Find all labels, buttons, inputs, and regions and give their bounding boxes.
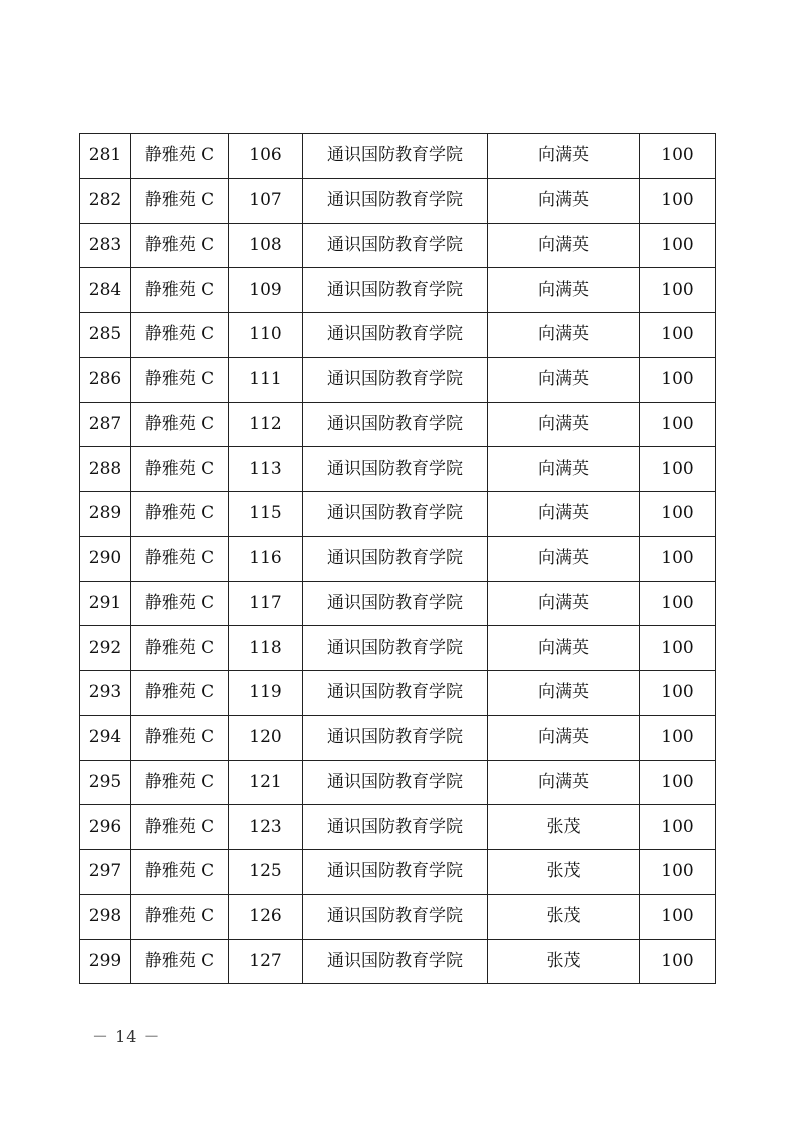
serial-number-cell: 290 bbox=[80, 536, 131, 581]
room-number-cell: 113 bbox=[229, 447, 303, 492]
college-cell: 通识国防教育学院 bbox=[303, 805, 488, 850]
counselor-cell: 向满英 bbox=[488, 492, 640, 537]
room-number-cell: 111 bbox=[229, 357, 303, 402]
college-cell: 通识国防教育学院 bbox=[303, 581, 488, 626]
table-row bbox=[80, 671, 716, 716]
table-row bbox=[80, 134, 716, 179]
score-cell: 100 bbox=[640, 402, 716, 447]
serial-number-cell: 282 bbox=[80, 178, 131, 223]
room-number-cell: 117 bbox=[229, 581, 303, 626]
score-cell: 100 bbox=[640, 939, 716, 984]
serial-number-cell: 296 bbox=[80, 805, 131, 850]
college-cell: 通识国防教育学院 bbox=[303, 223, 488, 268]
table-row bbox=[80, 581, 716, 626]
score-cell: 100 bbox=[640, 313, 716, 358]
building-cell: 静雅苑 C bbox=[131, 447, 229, 492]
counselor-cell: 向满英 bbox=[488, 715, 640, 760]
college-cell: 通识国防教育学院 bbox=[303, 850, 488, 895]
room-number-cell: 127 bbox=[229, 939, 303, 984]
score-cell: 100 bbox=[640, 805, 716, 850]
serial-number-cell: 299 bbox=[80, 939, 131, 984]
table-row bbox=[80, 536, 716, 581]
serial-number-cell: 292 bbox=[80, 626, 131, 671]
room-number-cell: 120 bbox=[229, 715, 303, 760]
building-cell: 静雅苑 C bbox=[131, 715, 229, 760]
serial-number-cell: 291 bbox=[80, 581, 131, 626]
counselor-cell: 向满英 bbox=[488, 760, 640, 805]
building-cell: 静雅苑 C bbox=[131, 492, 229, 537]
score-cell: 100 bbox=[640, 178, 716, 223]
score-cell: 100 bbox=[640, 536, 716, 581]
building-cell: 静雅苑 C bbox=[131, 313, 229, 358]
table-row bbox=[80, 939, 716, 984]
room-number-cell: 110 bbox=[229, 313, 303, 358]
table-row bbox=[80, 357, 716, 402]
serial-number-cell: 298 bbox=[80, 894, 131, 939]
score-cell: 100 bbox=[640, 715, 716, 760]
college-cell: 通识国防教育学院 bbox=[303, 492, 488, 537]
counselor-cell: 向满英 bbox=[488, 581, 640, 626]
counselor-cell: 向满英 bbox=[488, 178, 640, 223]
building-cell: 静雅苑 C bbox=[131, 939, 229, 984]
score-cell: 100 bbox=[640, 268, 716, 313]
college-cell: 通识国防教育学院 bbox=[303, 402, 488, 447]
table-row bbox=[80, 313, 716, 358]
college-cell: 通识国防教育学院 bbox=[303, 894, 488, 939]
table-row bbox=[80, 715, 716, 760]
table-row bbox=[80, 894, 716, 939]
serial-number-cell: 288 bbox=[80, 447, 131, 492]
room-number-cell: 121 bbox=[229, 760, 303, 805]
college-cell: 通识国防教育学院 bbox=[303, 760, 488, 805]
room-number-cell: 107 bbox=[229, 178, 303, 223]
table-row bbox=[80, 268, 716, 313]
score-cell: 100 bbox=[640, 357, 716, 402]
table-body bbox=[80, 134, 716, 984]
room-number-cell: 112 bbox=[229, 402, 303, 447]
counselor-cell: 向满英 bbox=[488, 357, 640, 402]
college-cell: 通识国防教育学院 bbox=[303, 178, 488, 223]
room-number-cell: 115 bbox=[229, 492, 303, 537]
counselor-cell: 向满英 bbox=[488, 313, 640, 358]
building-cell: 静雅苑 C bbox=[131, 223, 229, 268]
counselor-cell: 向满英 bbox=[488, 671, 640, 716]
serial-number-cell: 297 bbox=[80, 850, 131, 895]
score-cell: 100 bbox=[640, 850, 716, 895]
serial-number-cell: 286 bbox=[80, 357, 131, 402]
serial-number-cell: 295 bbox=[80, 760, 131, 805]
college-cell: 通识国防教育学院 bbox=[303, 268, 488, 313]
serial-number-cell: 285 bbox=[80, 313, 131, 358]
score-cell: 100 bbox=[640, 492, 716, 537]
serial-number-cell: 283 bbox=[80, 223, 131, 268]
room-number-cell: 109 bbox=[229, 268, 303, 313]
serial-number-cell: 294 bbox=[80, 715, 131, 760]
counselor-cell: 向满英 bbox=[488, 268, 640, 313]
serial-number-cell: 287 bbox=[80, 402, 131, 447]
counselor-cell: 向满英 bbox=[488, 626, 640, 671]
room-number-cell: 119 bbox=[229, 671, 303, 716]
score-cell: 100 bbox=[640, 894, 716, 939]
college-cell: 通识国防教育学院 bbox=[303, 939, 488, 984]
score-cell: 100 bbox=[640, 581, 716, 626]
counselor-cell: 向满英 bbox=[488, 447, 640, 492]
building-cell: 静雅苑 C bbox=[131, 671, 229, 716]
college-cell: 通识国防教育学院 bbox=[303, 134, 488, 179]
serial-number-cell: 281 bbox=[80, 134, 131, 179]
table-row bbox=[80, 805, 716, 850]
building-cell: 静雅苑 C bbox=[131, 134, 229, 179]
score-cell: 100 bbox=[640, 223, 716, 268]
table-row bbox=[80, 402, 716, 447]
counselor-cell: 张茂 bbox=[488, 805, 640, 850]
building-cell: 静雅苑 C bbox=[131, 357, 229, 402]
building-cell: 静雅苑 C bbox=[131, 626, 229, 671]
college-cell: 通识国防教育学院 bbox=[303, 313, 488, 358]
room-number-cell: 118 bbox=[229, 626, 303, 671]
counselor-cell: 向满英 bbox=[488, 134, 640, 179]
building-cell: 静雅苑 C bbox=[131, 402, 229, 447]
counselor-cell: 张茂 bbox=[488, 894, 640, 939]
building-cell: 静雅苑 C bbox=[131, 536, 229, 581]
counselor-cell: 张茂 bbox=[488, 939, 640, 984]
counselor-cell: 张茂 bbox=[488, 850, 640, 895]
serial-number-cell: 284 bbox=[80, 268, 131, 313]
college-cell: 通识国防教育学院 bbox=[303, 447, 488, 492]
score-cell: 100 bbox=[640, 671, 716, 716]
college-cell: 通识国防教育学院 bbox=[303, 626, 488, 671]
table-row bbox=[80, 178, 716, 223]
building-cell: 静雅苑 C bbox=[131, 581, 229, 626]
room-number-cell: 125 bbox=[229, 850, 303, 895]
serial-number-cell: 289 bbox=[80, 492, 131, 537]
score-cell: 100 bbox=[640, 447, 716, 492]
score-cell: 100 bbox=[640, 134, 716, 179]
college-cell: 通识国防教育学院 bbox=[303, 671, 488, 716]
building-cell: 静雅苑 C bbox=[131, 268, 229, 313]
room-number-cell: 116 bbox=[229, 536, 303, 581]
table-row bbox=[80, 223, 716, 268]
table-row bbox=[80, 760, 716, 805]
serial-number-cell: 293 bbox=[80, 671, 131, 716]
table-row bbox=[80, 626, 716, 671]
building-cell: 静雅苑 C bbox=[131, 178, 229, 223]
table-row bbox=[80, 447, 716, 492]
counselor-cell: 向满英 bbox=[488, 536, 640, 581]
college-cell: 通识国防教育学院 bbox=[303, 715, 488, 760]
page-number: － 14 － bbox=[92, 1027, 161, 1046]
building-cell: 静雅苑 C bbox=[131, 760, 229, 805]
score-cell: 100 bbox=[640, 760, 716, 805]
room-number-cell: 106 bbox=[229, 134, 303, 179]
table-row bbox=[80, 492, 716, 537]
counselor-cell: 向满英 bbox=[488, 223, 640, 268]
college-cell: 通识国防教育学院 bbox=[303, 357, 488, 402]
counselor-cell: 向满英 bbox=[488, 402, 640, 447]
table-row bbox=[80, 850, 716, 895]
building-cell: 静雅苑 C bbox=[131, 894, 229, 939]
room-number-cell: 126 bbox=[229, 894, 303, 939]
room-number-cell: 108 bbox=[229, 223, 303, 268]
score-cell: 100 bbox=[640, 626, 716, 671]
college-cell: 通识国防教育学院 bbox=[303, 536, 488, 581]
building-cell: 静雅苑 C bbox=[131, 805, 229, 850]
room-number-cell: 123 bbox=[229, 805, 303, 850]
dormitory-assignment-table bbox=[79, 133, 716, 984]
building-cell: 静雅苑 C bbox=[131, 850, 229, 895]
